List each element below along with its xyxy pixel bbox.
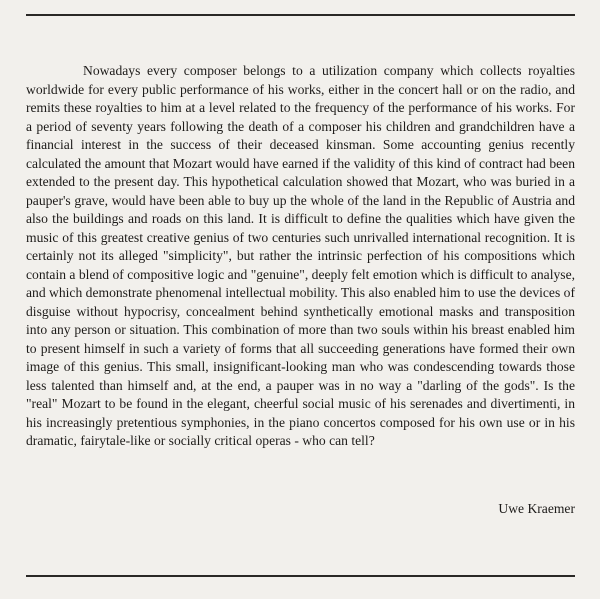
author-signature: Uwe Kraemer [498,501,575,516]
bottom-rule [26,575,575,577]
essay-paragraph: Nowadays every composer belongs to a utilization company which collects royalties worldwide for every public performance of his works, either in the concert hall or on the radio, and remits these royalties to him at a level related to the frequency of the performance of his works. For a period of seventy years following the death of a composer his children and grandchildren have a financial interest in the success of their deceased kinsman. Some accounting genius recently calculated the amount that Mozart would have earned if the validity of this kind of contract had been extended to the present day. This hypothetical calculation showed that Mozart, who was buried in a pauper's grave, would have been able to buy up the whole of the land in the Republic of Austria and also the buildings and roads on this land. It is difficult to define the qualities which have given the music of this greatest creative genius of two centuries such unrivalled international recognition. It is certainly not its alleged "simplicity", but rather the intrinsic perfection of his compositions which contain a blend of compositive logic and "genuine", deeply felt emotion which is difficult to analyse, and which demonstrate phenomenal intellectual mobility. This also enabled him to use the devices of disguise without hypocrisy, concealment behind synthetically emotional masks and transposition into any person or situation. This combination of more than two souls within his breast enabled him to present himself in such a variety of forms that all succeeding generations have formed their own image of this genius. This small, insignificant-looking man who was condescending towards those less talented than himself and, at the end, a pauper was in no way a "darling of the gods". Is the "real" Mozart to be found in the elegant, cheerful social music of his serenades and divertimenti, in his increasingly pretentious symphonies, in the piano concertos composed for his own use or in his dramatic, fairytale-like or socially critical operas - who can tell? [26,63,575,448]
top-rule [26,14,575,16]
